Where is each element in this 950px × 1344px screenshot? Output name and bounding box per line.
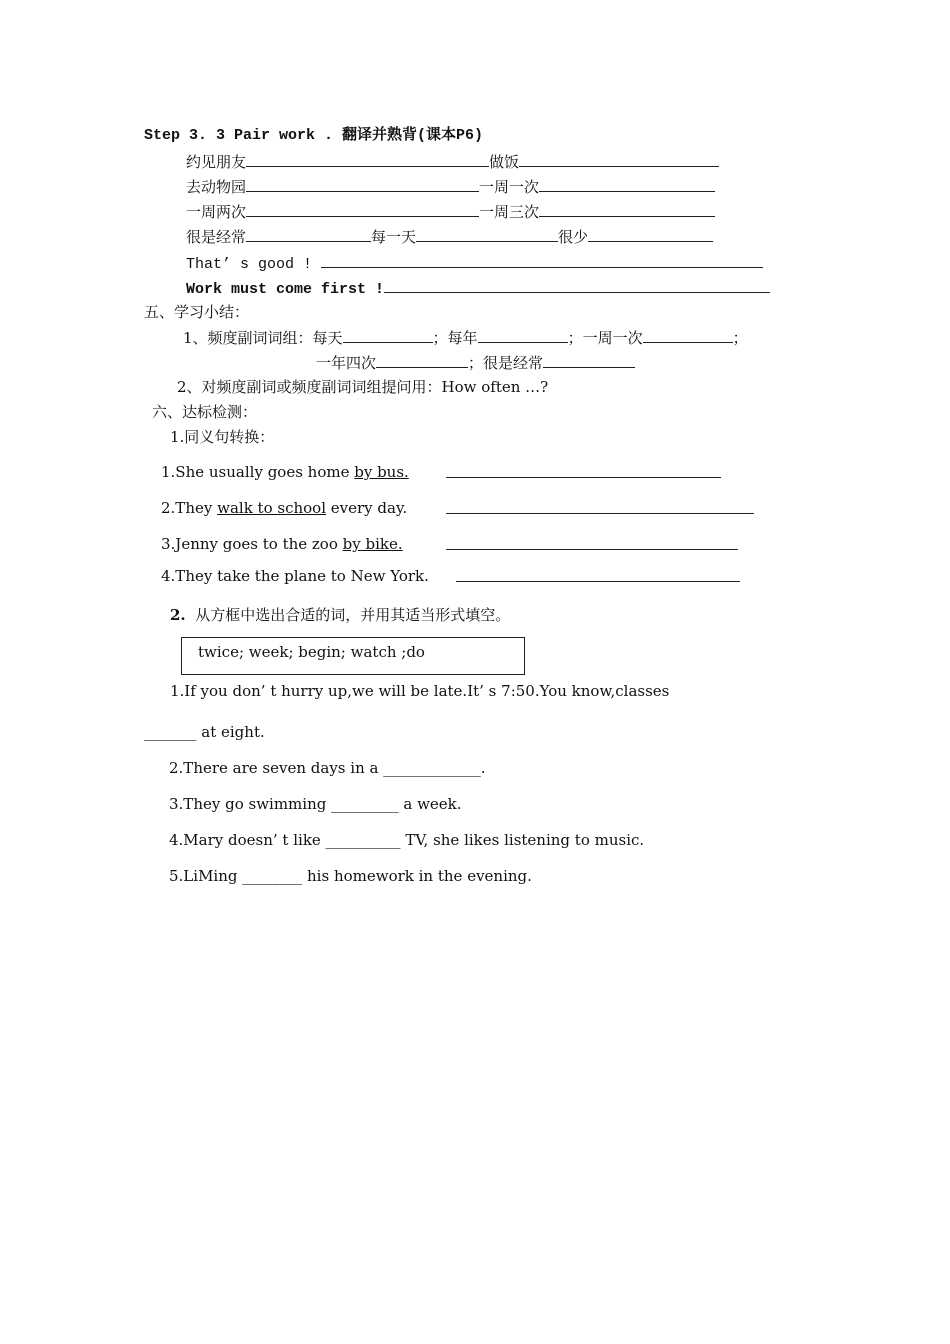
- answer-blank[interactable]: [588, 226, 713, 242]
- term-twice-a-week: 一周两次: [186, 203, 247, 221]
- term-once-a-week: 一周一次: [479, 178, 540, 196]
- fill-2: 2.There are seven days in a _____________.: [169, 759, 486, 777]
- answer-blank[interactable]: [246, 151, 489, 167]
- term-cook: 做饭: [489, 153, 520, 171]
- term-very-often: 很是经常: [186, 228, 247, 246]
- answer-blank[interactable]: [446, 462, 721, 478]
- question-4: 4.They take the plane to New York.: [161, 567, 429, 585]
- summary-item-1: 1、频度副词词组：每天 ；每年 ；一周一次 ；: [183, 329, 748, 347]
- answer-blank[interactable]: [384, 277, 770, 293]
- test-heading: 六、达标检测：: [152, 403, 258, 421]
- answer-blank[interactable]: [456, 566, 740, 582]
- part2-title: 2. 从方框中选出合适的词，并用其适当形式填空。: [170, 606, 511, 624]
- word-box-text: twice; week; begin; watch ;do: [198, 643, 425, 661]
- answer-blank[interactable]: [446, 498, 754, 514]
- term-seldom: 很少: [558, 228, 589, 246]
- term-meet-friends: 约见朋友: [186, 153, 247, 171]
- summary-item-2: 2、对频度副词或频度副词词组提问用：How often …?: [177, 378, 549, 396]
- answer-blank[interactable]: [321, 252, 763, 268]
- answer-blank[interactable]: [539, 201, 715, 217]
- question-1: 1.She usually goes home by bus.: [161, 463, 409, 481]
- word-box: [181, 637, 525, 675]
- summary-item-1-cont: 一年四次 ；很是经常: [316, 352, 635, 373]
- answer-blank[interactable]: [246, 226, 371, 242]
- term-three-times-a-week: 一周三次: [479, 203, 540, 221]
- answer-blank[interactable]: [643, 327, 733, 343]
- answer-blank[interactable]: [416, 226, 558, 242]
- phrase-work-first: Work must come first !: [186, 277, 770, 300]
- fill-4: 4.Mary doesn’ t like __________ TV, she likes listening to music.: [169, 831, 645, 849]
- part1-title: 1.同义句转换：: [170, 428, 275, 446]
- fill-1-line-1: 1.If you don’ t hurry up,we will be late.It’ s 7:50.You know,classes: [170, 682, 670, 700]
- answer-blank[interactable]: [343, 327, 433, 343]
- vocab-row-2: [186, 176, 715, 197]
- summary-heading: 五、学习小结：: [144, 303, 250, 321]
- step3-title: Step 3. 3 Pair work . 翻译并熟背(课本P6): [144, 127, 484, 144]
- answer-blank[interactable]: [543, 352, 635, 368]
- answer-blank[interactable]: [446, 534, 738, 550]
- fill-1-line-2: _______ at eight.: [144, 723, 265, 741]
- answer-blank[interactable]: [519, 151, 719, 167]
- fill-5: 5.LiMing ________ his homework in the evening.: [169, 867, 532, 885]
- term-go-to-zoo: 去动物园: [186, 178, 247, 196]
- question-3: 3.Jenny goes to the zoo by bike.: [161, 535, 403, 553]
- fill-3: 3.They go swimming _________ a week.: [169, 795, 462, 813]
- answer-blank[interactable]: [478, 327, 568, 343]
- answer-blank[interactable]: [246, 176, 479, 192]
- phrase-thats-good: That’ s good !: [186, 252, 763, 275]
- answer-blank[interactable]: [246, 201, 479, 217]
- question-2: 2.They walk to school every day.: [161, 499, 408, 517]
- vocab-row-3: [186, 201, 715, 222]
- answer-blank[interactable]: [376, 352, 468, 368]
- answer-blank[interactable]: [539, 176, 715, 192]
- vocab-row-1: [186, 151, 719, 172]
- term-every-day: 每一天: [371, 228, 417, 246]
- vocab-row-4: [186, 226, 713, 247]
